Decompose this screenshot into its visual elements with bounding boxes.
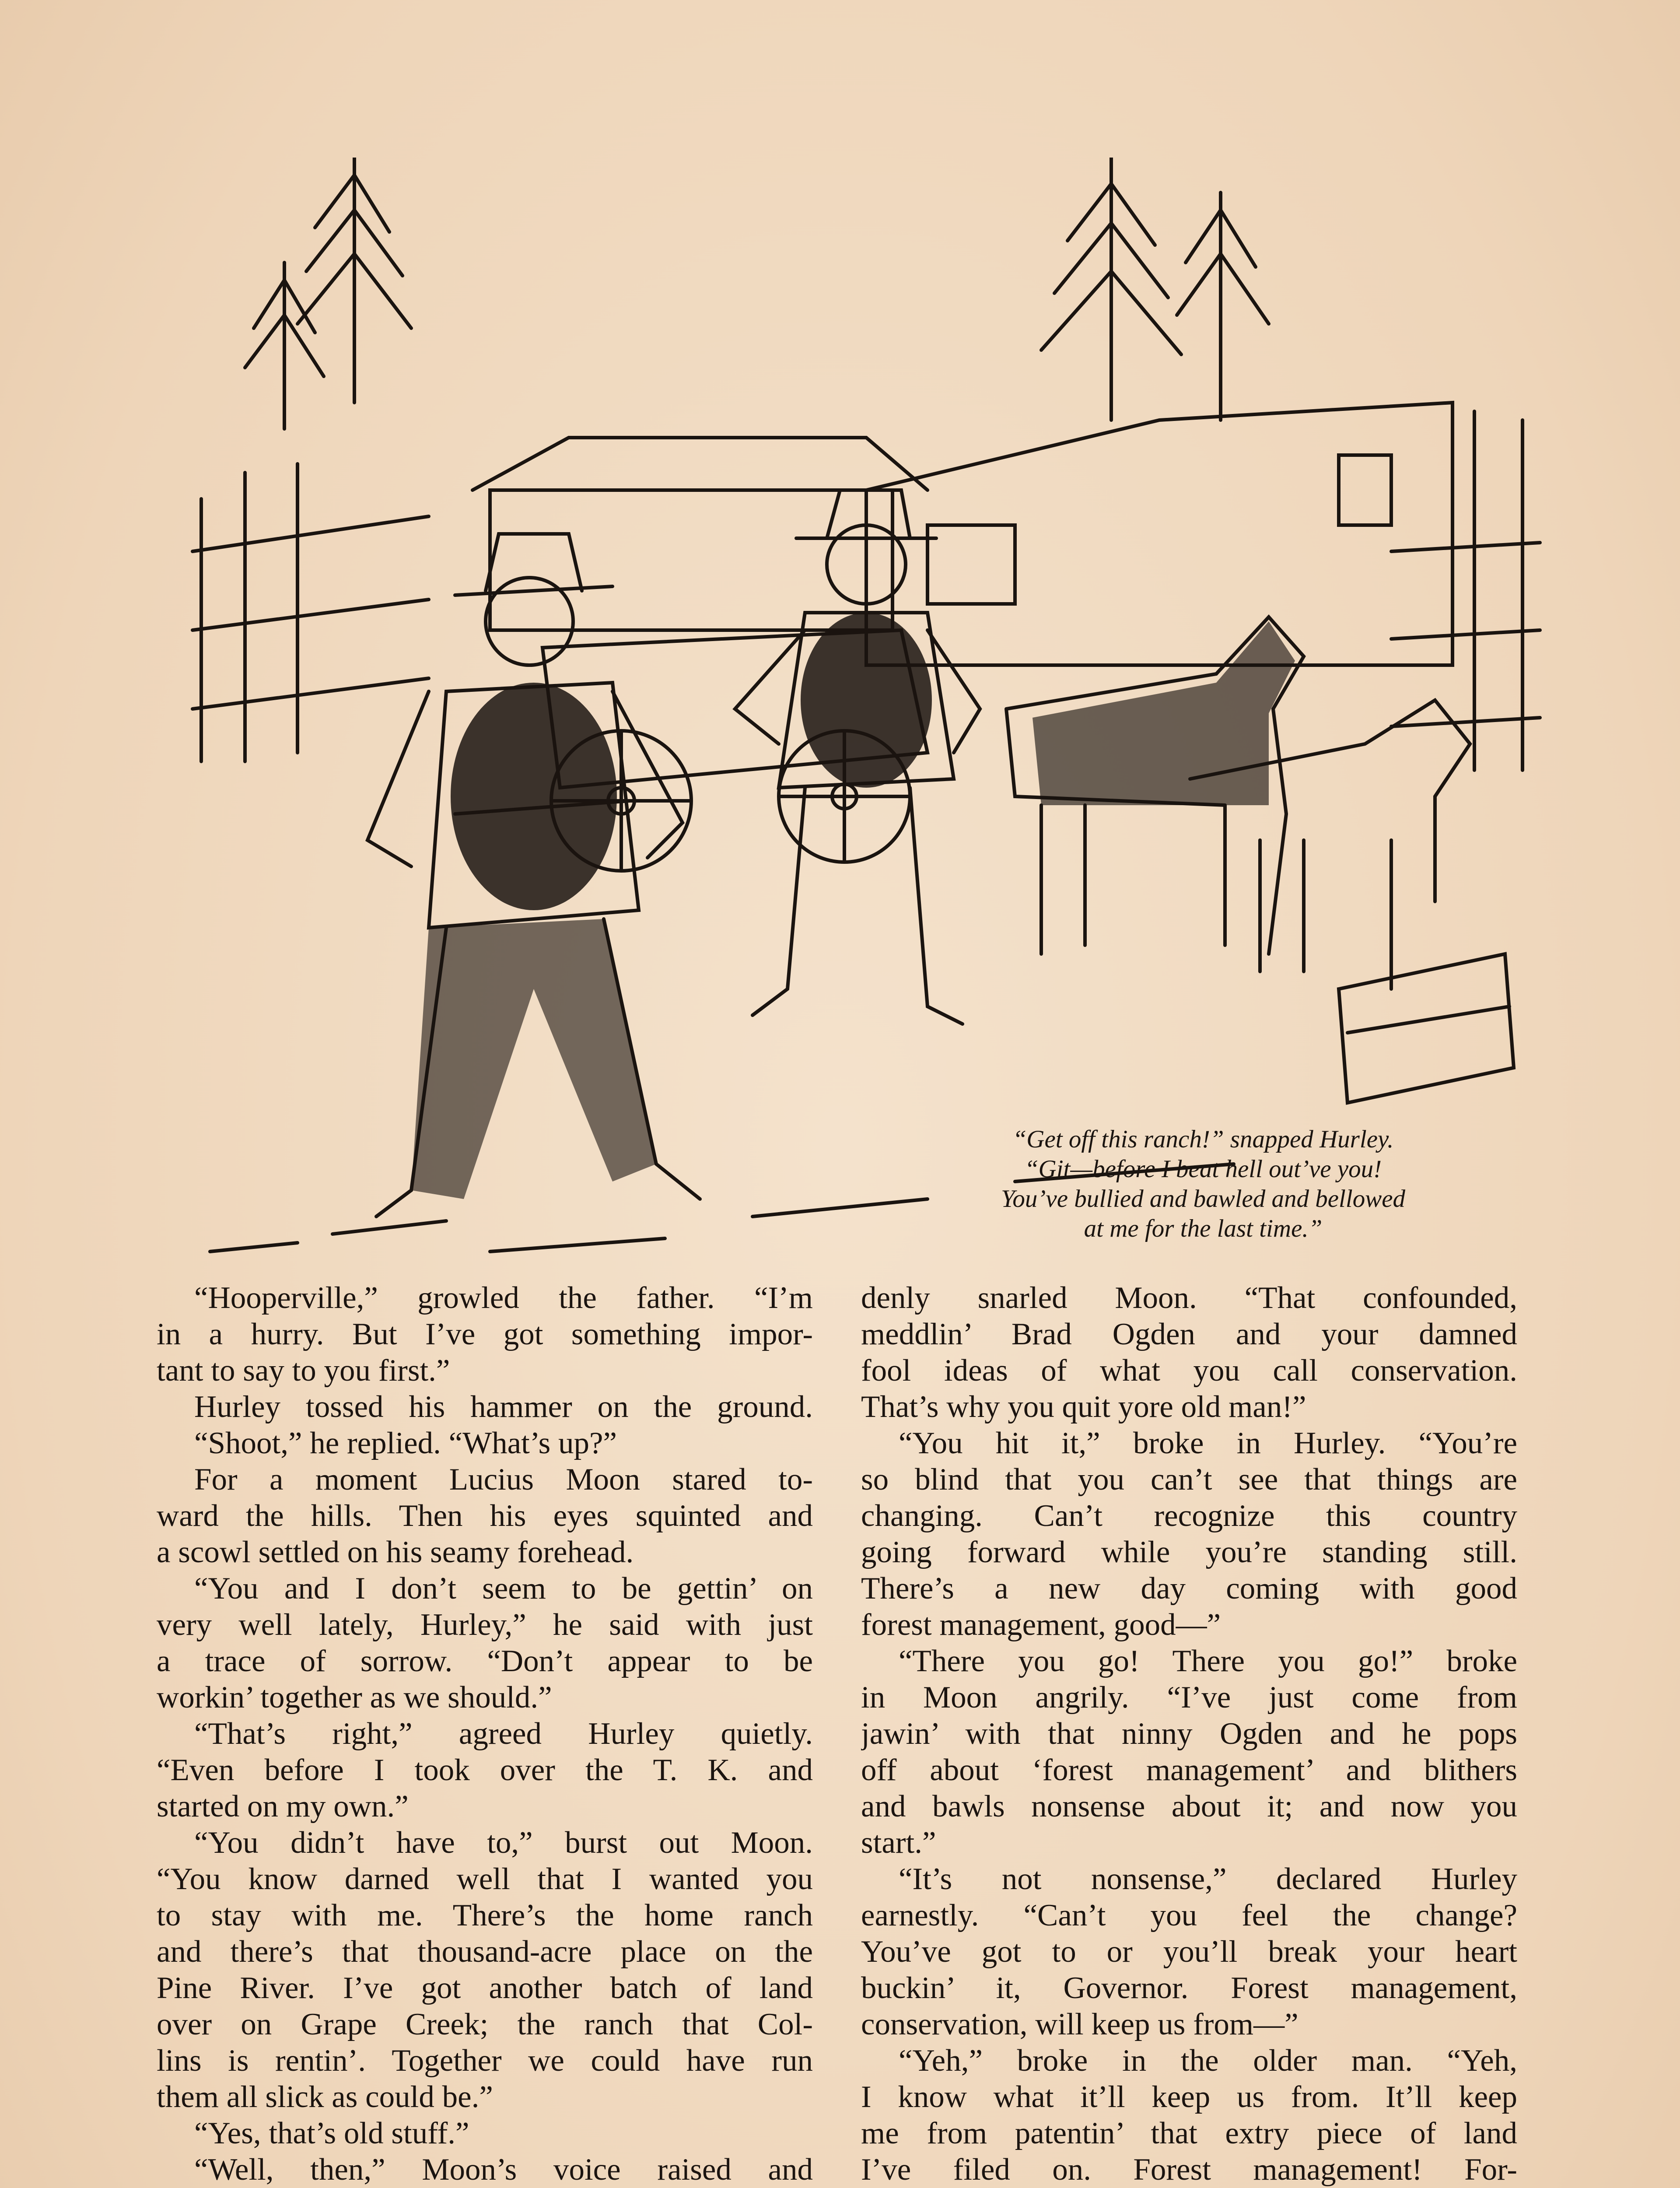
text-line: and there’s that thousand-acre place on the [157,1935,813,1969]
text-line: earnestly. “Can’t you feel the change? [861,1898,1517,1932]
text-line: going forward while you’re standing still. [861,1535,1517,1569]
text-line: You’ve got to or you’ll break your heart [861,1935,1517,1969]
text-line: “There you go! There you go!” broke [899,1644,1517,1678]
text-line: forest management, good—” [861,1608,1221,1642]
text-line: “Yeh,” broke in the older man. “Yeh, [899,2044,1517,2078]
right-text-column [861,1280,1517,2188]
text-line: “You hit it,” broke in Hurley. “You’re [899,1426,1517,1460]
caption-line: at me for the last time.” [1084,1215,1323,1242]
text-line: For a moment Lucius Moon stared to- [194,1462,813,1497]
text-line: “It’s not nonsense,” declared Hurley [899,1862,1517,1896]
text-line: “You didn’t have to,” burst out Moon. [194,1826,813,1860]
caption-line: “Get off this ranch!” snapped Hurley. [1012,1126,1394,1153]
text-line: fool ideas of what you call conservation. [861,1353,1517,1388]
text-line: in Moon angrily. “I’ve just come from [861,1680,1517,1715]
text-line: “You know darned well that I wanted you [157,1862,813,1896]
text-line: conservation, will keep us from—” [861,2007,1298,2041]
text-line: off about ‘forest management’ and blithers [861,1753,1517,1787]
illustration-drawing [184,158,1549,1278]
text-line: I know what it’ll keep us from. It’ll keep [861,2080,1517,2114]
text-line: Hurley tossed his hammer on the ground. [194,1390,813,1424]
text-line: a trace of sorrow. “Don’t appear to be [157,1644,813,1678]
text-line: ward the hills. Then his eyes squinted and [157,1499,813,1533]
text-line: in a hurry. But I’ve got something impor- [157,1317,813,1351]
text-line: over on Grape Creek; the ranch that Col- [157,2007,813,2041]
text-line: them all slick as could be.” [157,2080,493,2114]
text-line: That’s why you quit yore old man!” [861,1390,1306,1424]
text-line: and bawls nonsense about it; and now you [861,1789,1517,1823]
text-line: denly snarled Moon. “That confounded, [861,1281,1517,1315]
text-line: lins is rentin’. Together we could have run [157,2044,813,2078]
text-line: so blind that you can’t see that things are [861,1462,1517,1497]
left-text-column [157,1280,813,2188]
text-line: me from patentin’ that extry piece of land [861,2116,1517,2150]
text-line: start.” [861,1826,936,1860]
text-line: “Yes, that’s old stuff.” [194,2116,469,2150]
text-line: started on my own.” [157,1789,409,1823]
text-line: meddlin’ Brad Ogden and your damned [861,1317,1517,1351]
caption-line: You’ve bullied and bawled and bellowed [1001,1185,1406,1213]
text-line: “You and I don’t seem to be gettin’ on [194,1571,813,1606]
text-line: to stay with me. There’s the home ranch [157,1898,813,1932]
text-line: I’ve filed on. Forest management! For- [861,2153,1517,2187]
text-line: tant to say to you first.” [157,1353,450,1388]
text-line: changing. Can’t recognize this country [861,1499,1517,1533]
text-line: “That’s right,” agreed Hurley quietly. [194,1717,813,1751]
western-illustration [184,158,1549,1278]
illustration-caption [901,1125,1505,1244]
caption-line: “Git—before I beat hell out’ve you! [1024,1155,1382,1183]
text-line: “Shoot,” he replied. “What’s up?” [194,1426,617,1460]
text-line: a scowl settled on his seamy forehead. [157,1535,634,1569]
text-line: workin’ together as we should.” [157,1680,552,1715]
text-line: “Well, then,” Moon’s voice raised and [194,2153,813,2187]
text-line: jawin’ with that ninny Ogden and he pops [861,1717,1517,1751]
text-line: buckin’ it, Governor. Forest management, [861,1971,1517,2005]
text-line: “Even before I took over the T. K. and [157,1753,813,1787]
text-line: “Hooperville,” growled the father. “I’m [194,1281,813,1315]
text-line: Pine River. I’ve got another batch of land [157,1971,813,2005]
text-line: very well lately, Hurley,” he said with just [157,1608,813,1642]
text-line: There’s a new day coming with good [861,1571,1517,1606]
